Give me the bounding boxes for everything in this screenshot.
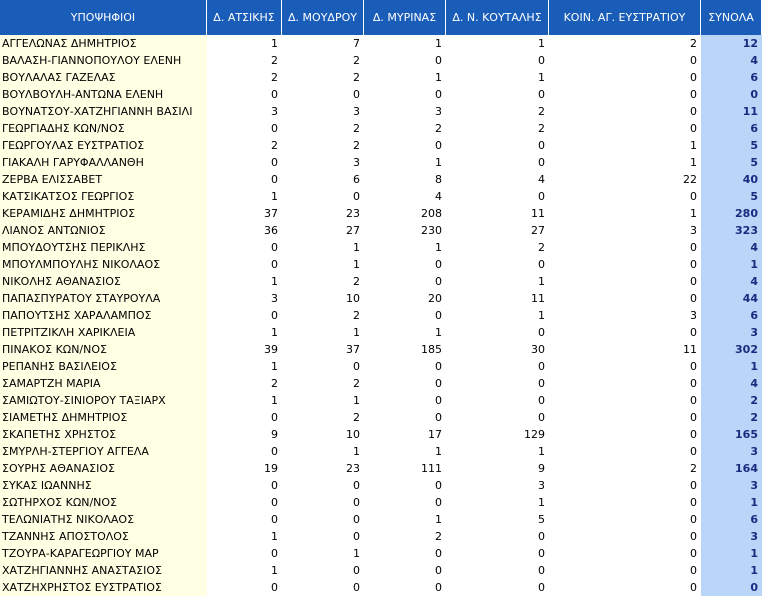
- votes-moudros: 0: [353, 360, 360, 373]
- votes-n-koutali: 4: [538, 173, 545, 186]
- votes-ag-efstratios: 0: [690, 88, 697, 101]
- table-row: [0, 188, 762, 205]
- table-row: [0, 562, 762, 579]
- votes-total: 280: [701, 205, 762, 222]
- votes-ag-efstratios: 0: [690, 122, 697, 135]
- votes-ag-efstratios: 0: [690, 513, 697, 526]
- votes-n-koutali: 1: [538, 496, 545, 509]
- votes-total: 12: [701, 35, 762, 52]
- votes-myrina: 0: [435, 309, 442, 322]
- table-row: [0, 154, 762, 171]
- votes-myrina: 208: [421, 207, 442, 220]
- votes-ag-efstratios: 0: [690, 547, 697, 560]
- votes-n-koutali: 5: [538, 513, 545, 526]
- votes-moudros: 7: [353, 37, 360, 50]
- candidate-name: ΖΕΡΒΑ ΕΛΙΣΣΑΒΕΤ: [0, 171, 207, 188]
- votes-total: 6: [701, 307, 762, 324]
- votes-total: 2: [701, 392, 762, 409]
- votes-total: 164: [701, 460, 762, 477]
- votes-total: 4: [701, 52, 762, 69]
- votes-atsiki: 0: [271, 479, 278, 492]
- header-candidates: ΥΠΟΨΗΦΙΟΙ: [0, 0, 207, 35]
- votes-atsiki: 2: [271, 71, 278, 84]
- votes-moudros: 2: [353, 71, 360, 84]
- votes-moudros: 0: [353, 479, 360, 492]
- header-moudros: Δ. ΜΟΥΔΡΟΥ: [282, 0, 364, 35]
- table-row: [0, 307, 762, 324]
- votes-ag-efstratios: 3: [690, 224, 697, 237]
- votes-atsiki: 0: [271, 445, 278, 458]
- votes-ag-efstratios: 0: [690, 496, 697, 509]
- votes-atsiki: 2: [271, 139, 278, 152]
- votes-total: 4: [701, 273, 762, 290]
- table-row: [0, 358, 762, 375]
- votes-n-koutali: 0: [538, 360, 545, 373]
- votes-total: 3: [701, 528, 762, 545]
- votes-total: 1: [701, 358, 762, 375]
- table-row: [0, 256, 762, 273]
- votes-ag-efstratios: 0: [690, 292, 697, 305]
- header-myrina: Δ. ΜΥΡΙΝΑΣ: [364, 0, 446, 35]
- votes-atsiki: 0: [271, 173, 278, 186]
- candidate-name: ΣΑΜΑΡΤΖΗ ΜΑΡΙΑ: [0, 375, 207, 392]
- votes-myrina: 0: [435, 258, 442, 271]
- candidate-name: ΣΙΑΜΕΤΗΣ ΔΗΜΗΤΡΙΟΣ: [0, 409, 207, 426]
- candidate-name: ΒΟΥΛΑΛΑΣ ΓΑΖΕΛΑΣ: [0, 69, 207, 86]
- table-row: [0, 35, 762, 52]
- votes-moudros: 23: [346, 207, 360, 220]
- votes-total: 0: [701, 86, 762, 103]
- votes-atsiki: 1: [271, 394, 278, 407]
- votes-ag-efstratios: 0: [690, 394, 697, 407]
- votes-atsiki: 3: [271, 292, 278, 305]
- votes-atsiki: 0: [271, 156, 278, 169]
- votes-atsiki: 0: [271, 581, 278, 594]
- votes-n-koutali: 11: [531, 207, 545, 220]
- candidate-name: ΠΑΠΑΣΠΥΡΑΤΟΥ ΣΤΑΥΡΟΥΛΑ: [0, 290, 207, 307]
- votes-n-koutali: 1: [538, 37, 545, 50]
- votes-atsiki: 1: [271, 190, 278, 203]
- votes-n-koutali: 0: [538, 411, 545, 424]
- votes-moudros: 0: [353, 564, 360, 577]
- votes-n-koutali: 0: [538, 394, 545, 407]
- votes-ag-efstratios: 0: [690, 190, 697, 203]
- votes-total: 4: [701, 239, 762, 256]
- votes-moudros: 0: [353, 496, 360, 509]
- votes-n-koutali: 0: [538, 326, 545, 339]
- candidate-name: ΤΖΑΝΝΗΣ ΑΠΟΣΤΟΛΟΣ: [0, 528, 207, 545]
- votes-ag-efstratios: 0: [690, 105, 697, 118]
- votes-ag-efstratios: 2: [690, 37, 697, 50]
- candidate-name: ΧΑΤΖΗΓΙΑΝΝΗΣ ΑΝΑΣΤΑΣΙΟΣ: [0, 562, 207, 579]
- table-row: [0, 426, 762, 443]
- votes-myrina: 0: [435, 275, 442, 288]
- votes-atsiki: 1: [271, 326, 278, 339]
- candidate-name: ΛΙΑΝΟΣ ΑΝΤΩΝΙΟΣ: [0, 222, 207, 239]
- votes-n-koutali: 2: [538, 122, 545, 135]
- votes-n-koutali: 0: [538, 581, 545, 594]
- votes-moudros: 2: [353, 54, 360, 67]
- votes-n-koutali: 3: [538, 479, 545, 492]
- table-row: [0, 103, 762, 120]
- table-body: [0, 35, 762, 596]
- votes-atsiki: 9: [271, 428, 278, 441]
- votes-moudros: 23: [346, 462, 360, 475]
- candidate-name: ΝΙΚΟΛΗΣ ΑΘΑΝΑΣΙΟΣ: [0, 273, 207, 290]
- votes-atsiki: 0: [271, 411, 278, 424]
- table-row: [0, 579, 762, 596]
- votes-atsiki: 1: [271, 360, 278, 373]
- votes-n-koutali: 30: [531, 343, 545, 356]
- votes-n-koutali: 0: [538, 564, 545, 577]
- votes-ag-efstratios: 11: [683, 343, 697, 356]
- votes-total: 6: [701, 69, 762, 86]
- votes-n-koutali: 0: [538, 530, 545, 543]
- votes-atsiki: 0: [271, 241, 278, 254]
- candidate-name: ΣΥΚΑΣ ΙΩΑΝΝΗΣ: [0, 477, 207, 494]
- votes-myrina: 0: [435, 54, 442, 67]
- table-row: [0, 460, 762, 477]
- votes-moudros: 1: [353, 241, 360, 254]
- votes-atsiki: 2: [271, 54, 278, 67]
- candidate-name: ΒΑΛΑΣΗ-ΓΙΑΝΝΟΠΟΥΛΟΥ ΕΛΕΝΗ: [0, 52, 207, 69]
- votes-myrina: 1: [435, 37, 442, 50]
- votes-atsiki: 0: [271, 496, 278, 509]
- votes-total: 5: [701, 188, 762, 205]
- table-row: [0, 392, 762, 409]
- votes-total: 2: [701, 409, 762, 426]
- votes-n-koutali: 0: [538, 547, 545, 560]
- candidate-name: ΤΕΛΩΝΙΑΤΗΣ ΝΙΚΟΛΑΟΣ: [0, 511, 207, 528]
- votes-moudros: 1: [353, 326, 360, 339]
- candidate-name: ΡΕΠΑΝΗΣ ΒΑΣΙΛΕΙΟΣ: [0, 358, 207, 375]
- votes-myrina: 0: [435, 547, 442, 560]
- votes-n-koutali: 129: [524, 428, 545, 441]
- votes-myrina: 1: [435, 445, 442, 458]
- table-row: [0, 222, 762, 239]
- votes-n-koutali: 27: [531, 224, 545, 237]
- votes-myrina: 4: [435, 190, 442, 203]
- votes-myrina: 0: [435, 394, 442, 407]
- votes-atsiki: 1: [271, 275, 278, 288]
- table-row: [0, 52, 762, 69]
- votes-ag-efstratios: 0: [690, 54, 697, 67]
- candidate-name: ΓΕΩΡΓΟΥΛΑΣ ΕΥΣΤΡΑΤΙΟΣ: [0, 137, 207, 154]
- votes-ag-efstratios: 0: [690, 479, 697, 492]
- votes-moudros: 37: [346, 343, 360, 356]
- votes-total: 1: [701, 562, 762, 579]
- votes-ag-efstratios: 1: [690, 156, 697, 169]
- candidate-name: ΣΩΤΗΡΧΟΣ ΚΩΝ/ΝΟΣ: [0, 494, 207, 511]
- votes-myrina: 0: [435, 88, 442, 101]
- votes-myrina: 1: [435, 156, 442, 169]
- votes-n-koutali: 9: [538, 462, 545, 475]
- votes-moudros: 1: [353, 445, 360, 458]
- votes-moudros: 2: [353, 411, 360, 424]
- votes-ag-efstratios: 0: [690, 445, 697, 458]
- votes-n-koutali: 0: [538, 88, 545, 101]
- votes-atsiki: 3: [271, 105, 278, 118]
- candidate-name: ΣΑΜΙΩΤΟΥ-ΣΙΝΙΟΡΟΥ ΤΑΞΙΑΡΧ: [0, 392, 207, 409]
- candidate-name: ΧΑΤΖΗΧΡΗΣΤΟΣ ΕΥΣΤΡΑΤΙΟΣ: [0, 579, 207, 596]
- votes-moudros: 0: [353, 581, 360, 594]
- votes-moudros: 10: [346, 428, 360, 441]
- votes-total: 6: [701, 511, 762, 528]
- votes-moudros: 2: [353, 309, 360, 322]
- header-row: [0, 0, 762, 35]
- votes-ag-efstratios: 0: [690, 530, 697, 543]
- header-totals: ΣΥΝΟΛΑ: [701, 0, 762, 35]
- table-row: [0, 511, 762, 528]
- votes-moudros: 2: [353, 275, 360, 288]
- votes-ag-efstratios: 3: [690, 309, 697, 322]
- votes-myrina: 17: [428, 428, 442, 441]
- votes-myrina: 1: [435, 71, 442, 84]
- votes-atsiki: 39: [264, 343, 278, 356]
- votes-myrina: 20: [428, 292, 442, 305]
- votes-n-koutali: 0: [538, 258, 545, 271]
- votes-atsiki: 0: [271, 513, 278, 526]
- votes-moudros: 0: [353, 88, 360, 101]
- votes-total: 11: [701, 103, 762, 120]
- table-row: [0, 324, 762, 341]
- votes-n-koutali: 0: [538, 139, 545, 152]
- votes-total: 1: [701, 256, 762, 273]
- candidate-name: ΤΖΟΥΡΑ-ΚΑΡΑΓΕΩΡΓΙΟΥ ΜΑΡ: [0, 545, 207, 562]
- votes-n-koutali: 1: [538, 445, 545, 458]
- table-row: [0, 341, 762, 358]
- votes-total: 0: [701, 579, 762, 596]
- votes-ag-efstratios: 2: [690, 462, 697, 475]
- table-row: [0, 239, 762, 256]
- table-row: [0, 69, 762, 86]
- candidate-name: ΓΕΩΡΓΙΑΔΗΣ ΚΩΝ/ΝΟΣ: [0, 120, 207, 137]
- votes-total: 1: [701, 494, 762, 511]
- votes-myrina: 0: [435, 360, 442, 373]
- votes-atsiki: 36: [264, 224, 278, 237]
- votes-moudros: 6: [353, 173, 360, 186]
- candidate-name: ΣΜΥΡΛΗ-ΣΤΕΡΓΙΟΥ ΑΓΓΕΛΑ: [0, 443, 207, 460]
- votes-myrina: 3: [435, 105, 442, 118]
- table-row: [0, 86, 762, 103]
- votes-moudros: 1: [353, 258, 360, 271]
- votes-atsiki: 0: [271, 122, 278, 135]
- votes-moudros: 3: [353, 156, 360, 169]
- votes-myrina: 185: [421, 343, 442, 356]
- votes-moudros: 3: [353, 105, 360, 118]
- votes-n-koutali: 0: [538, 156, 545, 169]
- table-row: [0, 494, 762, 511]
- votes-total: 40: [701, 171, 762, 188]
- votes-total: 3: [701, 443, 762, 460]
- candidate-name: ΚΑΤΣΙΚΑΤΣΟΣ ΓΕΩΡΓΙΟΣ: [0, 188, 207, 205]
- votes-myrina: 1: [435, 513, 442, 526]
- votes-myrina: 0: [435, 564, 442, 577]
- candidate-name: ΚΕΡΑΜΙΔΗΣ ΔΗΜΗΤΡΙΟΣ: [0, 205, 207, 222]
- votes-moudros: 2: [353, 139, 360, 152]
- votes-n-koutali: 1: [538, 275, 545, 288]
- votes-myrina: 0: [435, 581, 442, 594]
- header-ag-efstratios: ΚΟΙΝ. ΑΓ. ΕΥΣΤΡΑΤΙΟΥ: [549, 0, 701, 35]
- candidate-name: ΜΠΟΥΛΜΠΟΥΛΗΣ ΝΙΚΟΛΑΟΣ: [0, 256, 207, 273]
- votes-myrina: 2: [435, 122, 442, 135]
- votes-ag-efstratios: 0: [690, 71, 697, 84]
- votes-ag-efstratios: 1: [690, 139, 697, 152]
- votes-total: 302: [701, 341, 762, 358]
- votes-atsiki: 0: [271, 258, 278, 271]
- votes-total: 323: [701, 222, 762, 239]
- votes-moudros: 1: [353, 547, 360, 560]
- votes-ag-efstratios: 0: [690, 326, 697, 339]
- candidate-name: ΓΙΑΚΑΛΗ ΓΑΡΥΦΑΛΛΑΝΘΗ: [0, 154, 207, 171]
- votes-total: 3: [701, 324, 762, 341]
- votes-n-koutali: 0: [538, 377, 545, 390]
- votes-myrina: 1: [435, 241, 442, 254]
- votes-total: 165: [701, 426, 762, 443]
- votes-moudros: 0: [353, 513, 360, 526]
- votes-total: 3: [701, 477, 762, 494]
- table-row: [0, 528, 762, 545]
- table-row: [0, 290, 762, 307]
- candidate-name: ΣΟΥΡΗΣ ΑΘΑΝΑΣΙΟΣ: [0, 460, 207, 477]
- votes-ag-efstratios: 0: [690, 258, 697, 271]
- votes-atsiki: 1: [271, 564, 278, 577]
- votes-ag-efstratios: 0: [690, 411, 697, 424]
- votes-atsiki: 1: [271, 530, 278, 543]
- votes-total: 6: [701, 120, 762, 137]
- votes-total: 4: [701, 375, 762, 392]
- votes-myrina: 1: [435, 326, 442, 339]
- votes-n-koutali: 2: [538, 241, 545, 254]
- votes-moudros: 10: [346, 292, 360, 305]
- candidate-name: ΠΕΤΡΙΤΖΙΚΛΗ ΧΑΡΙΚΛΕΙΑ: [0, 324, 207, 341]
- candidate-name: ΑΓΓΕΛΩΝΑΣ ΔΗΜΗΤΡΙΟΣ: [0, 35, 207, 52]
- votes-ag-efstratios: 0: [690, 360, 697, 373]
- votes-ag-efstratios: 0: [690, 275, 697, 288]
- table-row: [0, 171, 762, 188]
- table-row: [0, 375, 762, 392]
- votes-moudros: 1: [353, 394, 360, 407]
- votes-myrina: 0: [435, 139, 442, 152]
- votes-n-koutali: 1: [538, 71, 545, 84]
- table-header: [0, 0, 762, 35]
- candidate-name: ΣΚΑΠΕΤΗΣ ΧΡΗΣΤΟΣ: [0, 426, 207, 443]
- table-row: [0, 205, 762, 222]
- table-row: [0, 120, 762, 137]
- votes-total: 44: [701, 290, 762, 307]
- votes-atsiki: 37: [264, 207, 278, 220]
- votes-atsiki: 19: [264, 462, 278, 475]
- votes-atsiki: 2: [271, 377, 278, 390]
- votes-myrina: 0: [435, 411, 442, 424]
- votes-total: 5: [701, 137, 762, 154]
- votes-atsiki: 0: [271, 547, 278, 560]
- votes-atsiki: 0: [271, 88, 278, 101]
- votes-n-koutali: 11: [531, 292, 545, 305]
- votes-myrina: 0: [435, 496, 442, 509]
- table-row: [0, 477, 762, 494]
- votes-ag-efstratios: 22: [683, 173, 697, 186]
- votes-moudros: 2: [353, 122, 360, 135]
- header-n-koutali: Δ. Ν. ΚΟΥΤΑΛΗΣ: [446, 0, 549, 35]
- votes-moudros: 2: [353, 377, 360, 390]
- votes-ag-efstratios: 0: [690, 564, 697, 577]
- table-row: [0, 137, 762, 154]
- votes-total: 5: [701, 154, 762, 171]
- votes-myrina: 230: [421, 224, 442, 237]
- table-row: [0, 273, 762, 290]
- votes-ag-efstratios: 0: [690, 428, 697, 441]
- candidate-name: ΒΟΥΝΑΤΣΟΥ-ΧΑΤΖΗΓΙΑΝΝΗ ΒΑΣΙΛΙ: [0, 103, 207, 120]
- votes-atsiki: 0: [271, 309, 278, 322]
- votes-myrina: 0: [435, 377, 442, 390]
- candidate-name: ΠΙΝΑΚΟΣ ΚΩΝ/ΝΟΣ: [0, 341, 207, 358]
- votes-myrina: 2: [435, 530, 442, 543]
- votes-atsiki: 1: [271, 37, 278, 50]
- votes-total: 1: [701, 545, 762, 562]
- votes-moudros: 0: [353, 190, 360, 203]
- votes-myrina: 0: [435, 479, 442, 492]
- votes-ag-efstratios: 0: [690, 377, 697, 390]
- candidate-name: ΒΟΥΛΒΟΥΛΗ-ΑΝΤΩΝΑ ΕΛΕΝΗ: [0, 86, 207, 103]
- candidate-name: ΠΑΠΟΥΤΣΗΣ ΧΑΡΑΛΑΜΠΟΣ: [0, 307, 207, 324]
- votes-moudros: 0: [353, 530, 360, 543]
- votes-n-koutali: 0: [538, 54, 545, 67]
- votes-ag-efstratios: 1: [690, 207, 697, 220]
- header-atsiki: Δ. ΑΤΣΙΚΗΣ: [207, 0, 282, 35]
- votes-ag-efstratios: 0: [690, 241, 697, 254]
- votes-myrina: 8: [435, 173, 442, 186]
- table-row: [0, 443, 762, 460]
- votes-moudros: 27: [346, 224, 360, 237]
- candidate-name: ΜΠΟΥΔΟΥΤΣΗΣ ΠΕΡΙΚΛΗΣ: [0, 239, 207, 256]
- votes-myrina: 111: [421, 462, 442, 475]
- votes-ag-efstratios: 0: [690, 581, 697, 594]
- votes-n-koutali: 0: [538, 190, 545, 203]
- table-row: [0, 409, 762, 426]
- table-row: [0, 545, 762, 562]
- votes-n-koutali: 2: [538, 105, 545, 118]
- votes-n-koutali: 1: [538, 309, 545, 322]
